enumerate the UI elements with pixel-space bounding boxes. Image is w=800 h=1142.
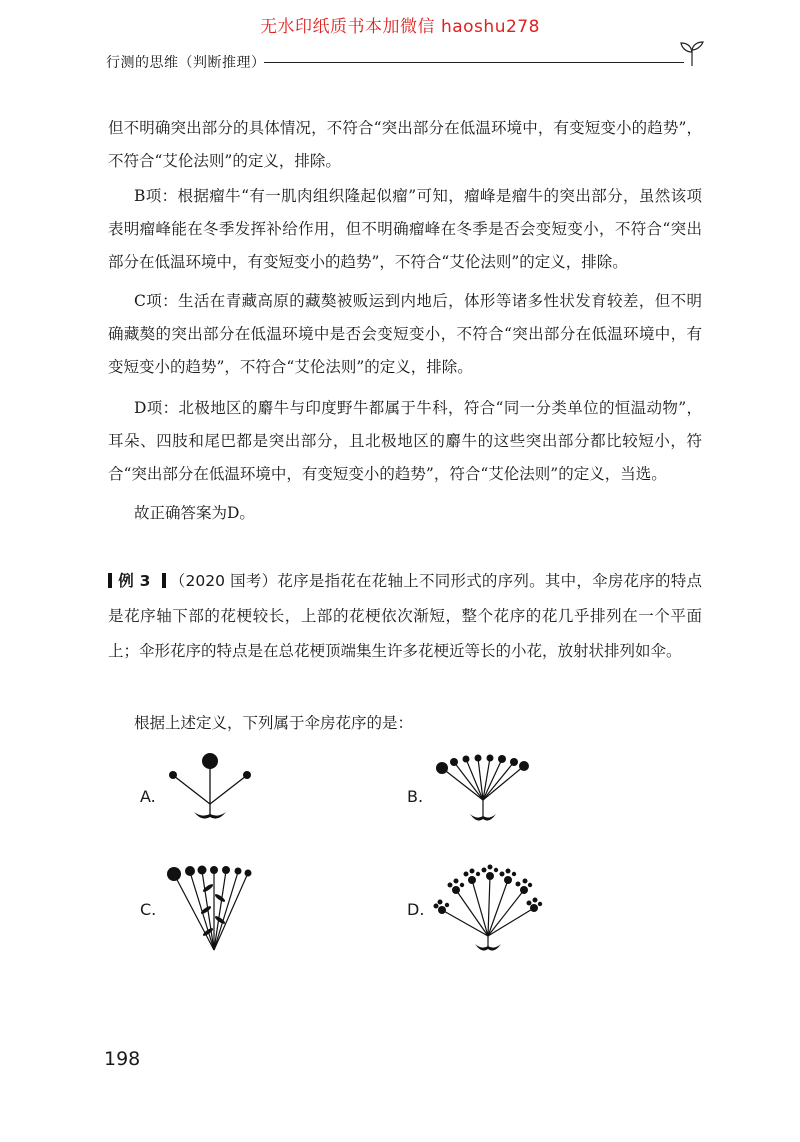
watermark-text: 无水印纸质书本加微信 haoshu278 [260,17,540,37]
page-header [106,50,696,76]
question-label: 例 3 [118,572,151,590]
option-a-label: A. [140,787,156,806]
paragraph-option-d: D项：北极地区的麝牛与印度野牛都属于牛科，符合“同一分类单位的恒温动物”，耳朵、四肢和尾巴都是突出部分，且北极地区的麝牛的这些突出部分都比较短小，符合“突出部分在低温环境中，有变短变小的趋势”，符合“艾伦法则”的定义，当选。 [108,399,702,483]
page-number: 198 [104,1048,141,1070]
option-d-label: D. [407,900,425,919]
question-block [108,564,702,669]
option-a-figure [160,748,260,826]
question-prompt: 根据上述定义，下列属于伞房花序的是： [134,714,414,732]
paragraph-option-b: B项：根据瘤牛“有一肌肉组织隆起似瘤”可知，瘤峰是瘤牛的突出部分，虽然该项表明瘤峰能在冬季发挥补给作用，但不明确瘤峰在冬季是否会变短变小，不符合“突出部分在低温环境中，有变短变小的趋势”，不符合“艾伦法则”的定义，排除。 [108,187,702,271]
paragraph-a-continued: 但不明确突出部分的具体情况，不符合“突出部分在低温环境中，有变短变小的趋势”，不符合“艾伦法则”的定义，排除。 [108,119,702,170]
option-c-label: C. [140,900,157,919]
question-text: 花序是指花在花轴上不同形式的序列。其中，伞房花序的特点是花序轴下部的花梗较长，上部的花梗依次渐短，整个花序的花几乎排列在一个平面上；伞形花序的特点是在总花梗顶端集生许多花梗近等长的小花，放射状排列如伞。 [108,572,702,660]
label-bar-left [108,573,112,588]
question-source: （2020 国考） [169,572,278,590]
paragraph-answer: 故正确答案为D。 [134,504,255,522]
header-rule [264,62,684,63]
option-b-figure [428,748,538,826]
paragraph-option-c: C项：生活在青藏高原的藏獒被贩运到内地后，体形等诸多性状发育较差，但不明确藏獒的突出部分在低温环境中是否会变短变小，不符合“突出部分在低温环境中，有变短变小的趋势”，不符合“艾伦法则”的定义，排除。 [108,292,702,376]
header-title: 行测的思维（判断推理） [106,55,266,71]
sprout-icon [678,38,706,68]
option-d-figure [428,862,546,954]
label-bar-right [162,573,166,588]
option-b-label: B. [407,787,424,806]
option-c-figure [160,858,260,956]
